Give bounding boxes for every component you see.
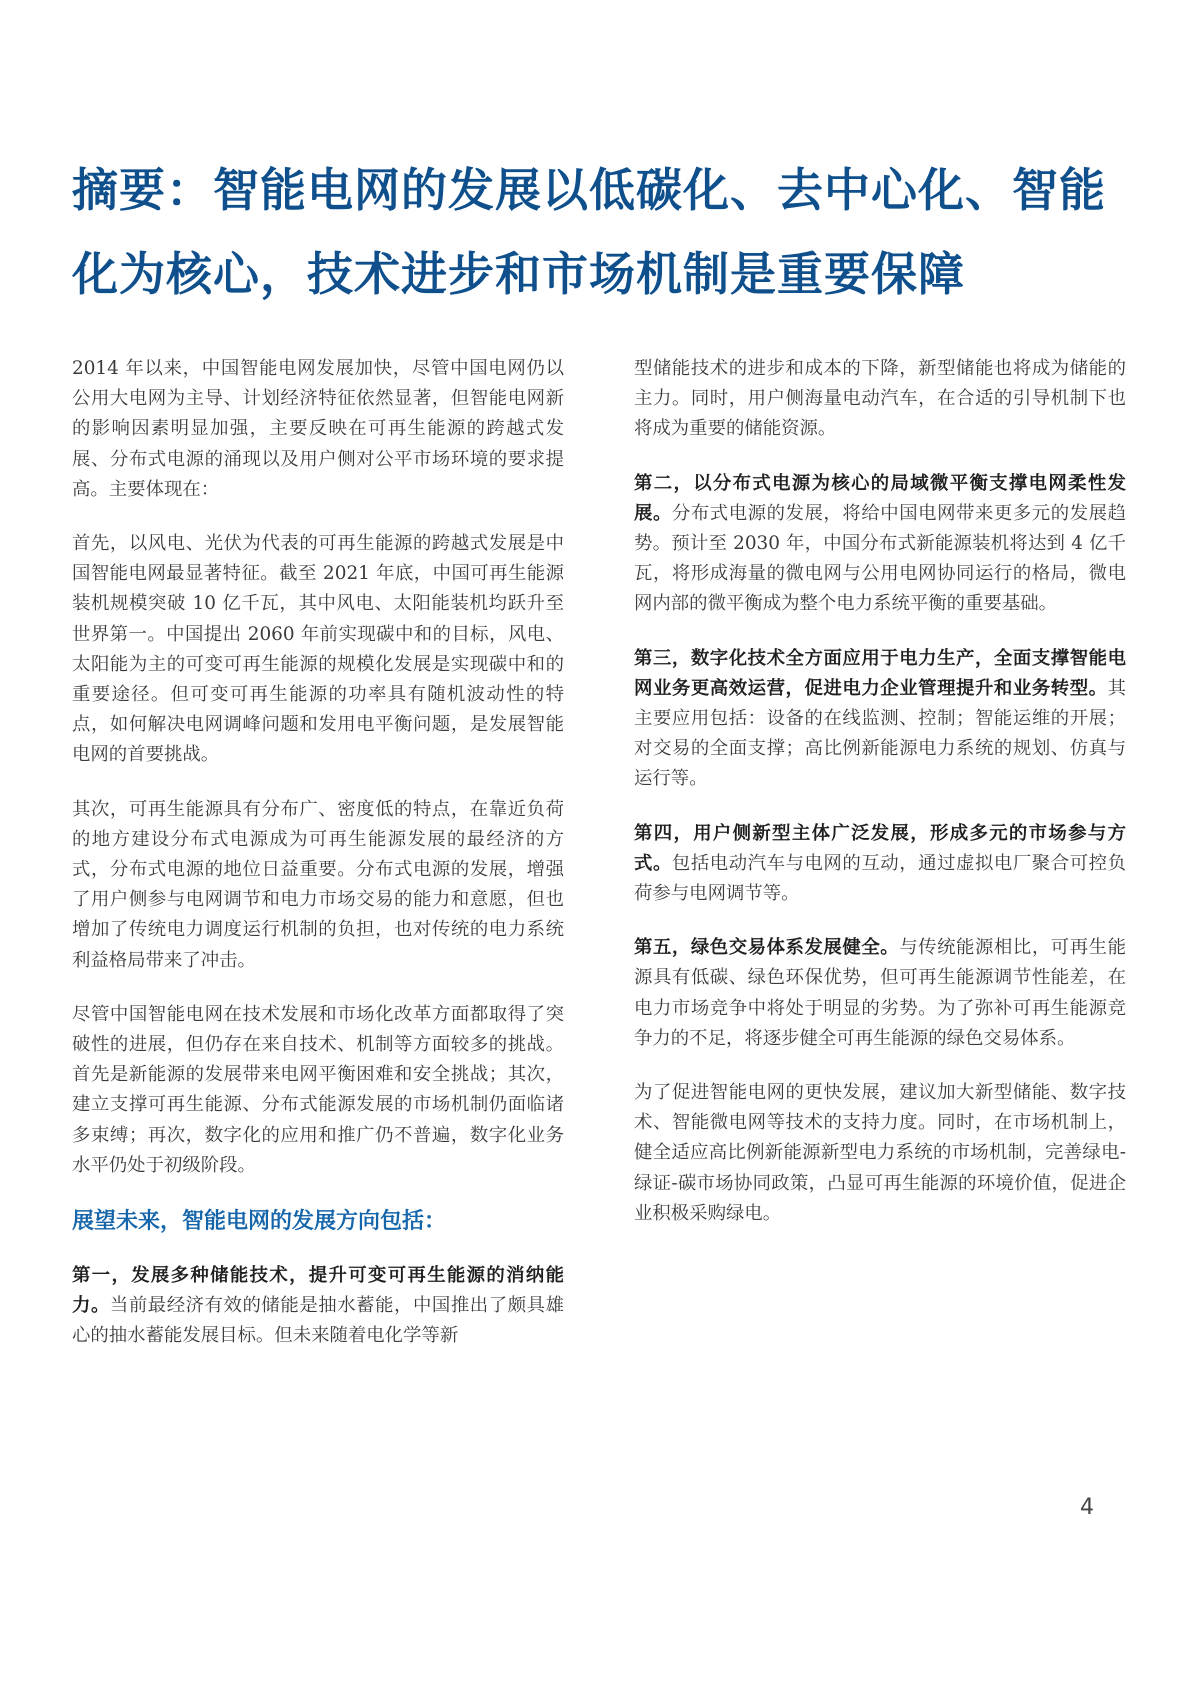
direction-one-heading: 第一，发展多种储能技术，提升可变可再生能源的消纳能力。: [72, 1265, 564, 1317]
page-title: 摘要：智能电网的发展以低碳化、去中心化、智能化为核心，技术进步和市场机制是重要保障: [72, 163, 1106, 301]
direction-four-text: 包括电动汽车与电网的互动，通过虚拟电厂聚合可控负荷参与电网调节等。: [634, 852, 1126, 905]
direction-one-paragraph: [72, 1261, 564, 1352]
direction-two-text: 分布式电源的发展，将给中国电网带来更多元的发展趋势。预计至 2030 年，中国分布式新能源装机将达到 4 亿千瓦，将形成海量的微电网与公用电网协同运行的格局，微电网内部的微平衡成为整个电力系统平衡的重要基础。: [634, 502, 1126, 615]
outlook-subheading: 展望未来，智能电网的发展方向包括：: [72, 1209, 447, 1235]
page-number: 4: [1080, 1495, 1094, 1520]
right-column: [634, 354, 1126, 1253]
direction-one-text: 当前最经济有效的储能是抽水蓄能，中国推出了颇具雄心的抽水蓄能发展目标。但未来随着电化学等新: [72, 1295, 564, 1347]
direction-five-heading: 第五，绿色交易体系发展健全。: [634, 937, 900, 959]
direction-one-continued: 型储能技术的进步和成本的下降，新型储能也将成为储能的主力。同时，用户侧海量电动汽车，在合适的引导机制下也将成为重要的储能资源。: [634, 358, 1126, 440]
direction-three-paragraph: [634, 644, 1126, 795]
direction-three-text: 其主要应用包括：设备的在线监测、控制；智能运维的开展；对交易的全面支撑；高比例新能源电力系统的规划、仿真与运行等。: [634, 677, 1126, 790]
paragraph-challenges: 尽管中国智能电网在技术发展和市场化改革方面都取得了突破性的进展，但仍存在来自技术、机制等方面较多的挑战。首先是新能源的发展带来电网平衡困难和安全挑战；其次，建立支撑可再生能源、分布式能源发展的市场机制仍面临诸多束缚；再次，数字化的应用和推广仍不普遍，数字化业务水平仍处于初级阶段。: [72, 1003, 564, 1176]
left-column: [72, 354, 564, 1376]
intro-paragraph: 2014 年以来，中国智能电网发展加快，尽管中国电网仍以公用大电网为主导、计划经济特征依然显著，但智能电网新的影响因素明显加强，主要反映在可再生能源的跨越式发展、分布式电源的涌现以及用户侧对公平市场环境的要求提高。主要体现在：: [72, 358, 564, 500]
recommendation-paragraph: 为了促进智能电网的更快发展，建议加大新型储能、数字技术、智能微电网等技术的支持力度。同时，在市场机制上，健全适应高比例新能源新型电力系统的市场机制，完善绿电-绿证-碳市场协同政策，凸显可再生能源的环境价值，促进企业积极采购绿电。: [634, 1082, 1126, 1224]
direction-five-paragraph: [634, 933, 1126, 1054]
paragraph-first-renewables: 首先，以风电、光伏为代表的可再生能源的跨越式发展是中国智能电网最显著特征。截至 2021 年底，中国可再生能源装机规模突破 10 亿千瓦，其中风电、太阳能装机均跃升至世界第一。中国提出 2060 年前实现碳中和的目标，风电、太阳能为主的可变可再生能源的规模化发展是实现碳中和的重要途径。但可变可再生能源的功率具有随机波动性的特点，如何解决电网调峰问题和发用电平衡问题，是发展智能电网的首要挑战。: [72, 533, 564, 766]
direction-three-heading: 第三，数字化技术全方面应用于电力生产，全面支撑智能电网业务更高效运营，促进电力企业管理提升和业务转型。: [634, 647, 1126, 699]
direction-two-paragraph: [634, 469, 1126, 620]
direction-five-text: 与传统能源相比，可再生能源具有低碳、绿色环保优势，但可再生能源调节性能差，在电力市场竞争中将处于明显的劣势。为了弥补可再生能源竞争力的不足，将逐步健全可再生能源的绿色交易体系。: [634, 937, 1126, 1049]
paragraph-second-distributed: 其次，可再生能源具有分布广、密度低的特点，在靠近负荷的地方建设分布式电源成为可再生能源发展的最经济的方式，分布式电源的地位日益重要。分布式电源的发展，增强了用户侧参与电网调节和电力市场交易的能力和意愿，但也增加了传统电力调度运行机制的负担，也对传统的电力系统利益格局带来了冲击。: [72, 798, 564, 971]
direction-four-heading: 第四，用户侧新型主体广泛发展，形成多元的市场参与方式。: [634, 822, 1126, 874]
direction-two-heading: 第二，以分布式电源为核心的局域微平衡支撑电网柔性发展。: [634, 472, 1126, 524]
direction-four-paragraph: [634, 819, 1126, 910]
